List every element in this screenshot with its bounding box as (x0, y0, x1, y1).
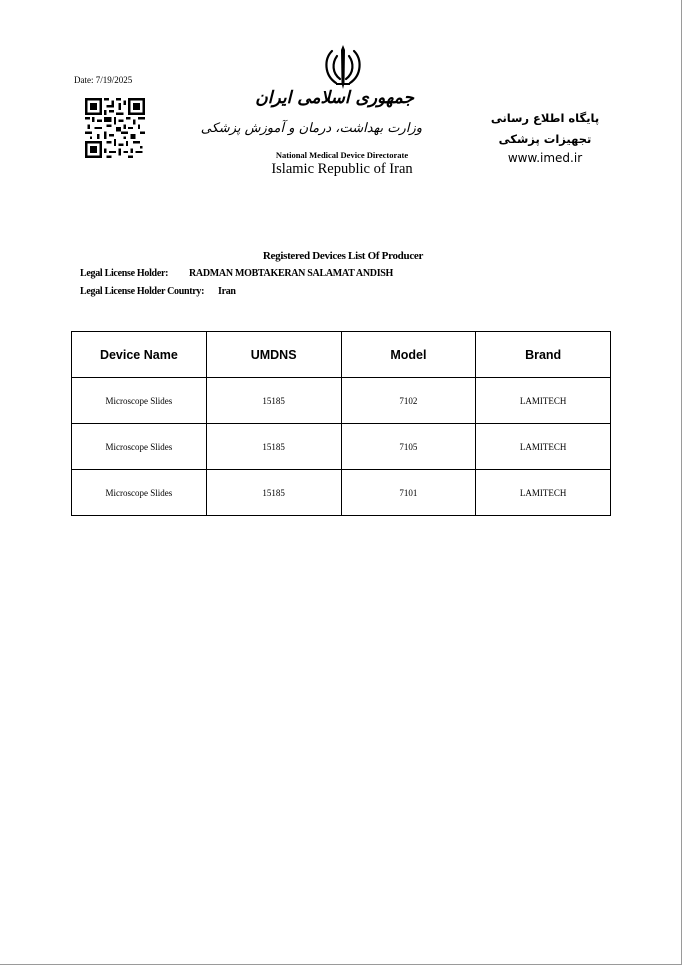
license-holder-value: RADMAN MOBTAKERAN SALAMAT ANDISH (189, 268, 394, 279)
qr-code-icon (85, 98, 145, 158)
cell-brand: LAMITECH (476, 470, 611, 516)
cell-brand: LAMITECH (476, 378, 611, 424)
cell-model: 7101 (341, 470, 476, 516)
table-row (72, 378, 611, 424)
license-country-label: Legal License Holder Country: (80, 286, 205, 297)
license-country-value: Iran (218, 286, 236, 297)
license-holder-label: Legal License Holder: (80, 268, 169, 279)
license-country-row (80, 286, 236, 297)
cell-brand: LAMITECH (476, 424, 611, 470)
header-umdns: UMDNS (206, 332, 341, 378)
republic-name-en: Islamic Republic of Iran (271, 161, 413, 177)
ministry-name-fa: وزارت بهداشت، درمان و آموزش پزشکی (200, 121, 422, 136)
cell-device-name: Microscope Slides (72, 470, 207, 516)
cell-model: 7105 (341, 424, 476, 470)
cell-model: 7102 (341, 378, 476, 424)
devices-table (71, 331, 611, 516)
portal-info (490, 108, 600, 167)
table-header-row (72, 332, 611, 378)
document-date: Date: 7/19/2025 (74, 75, 133, 85)
portal-url[interactable]: www.imed.ir (507, 151, 583, 165)
cell-umdns: 15185 (206, 378, 341, 424)
portal-title-line2: تجهیزات پزشکی (498, 132, 592, 146)
portal-title-line1: پایگاه اطلاع رسانی (490, 111, 600, 125)
license-holder-row (80, 268, 393, 279)
table-row (72, 470, 611, 516)
cell-umdns: 15185 (206, 470, 341, 516)
directorate-name: National Medical Device Directorate (275, 150, 409, 160)
header-brand: Brand (476, 332, 611, 378)
header-model: Model (341, 332, 476, 378)
cell-device-name: Microscope Slides (72, 378, 207, 424)
cell-device-name: Microscope Slides (72, 424, 207, 470)
republic-name-fa: جمهوری اسلامی ایران (255, 88, 414, 108)
cell-umdns: 15185 (206, 424, 341, 470)
table-row (72, 424, 611, 470)
header-device-name: Device Name (72, 332, 207, 378)
iran-emblem-icon (318, 43, 368, 91)
document-title: Registered Devices List Of Producer (262, 250, 424, 262)
